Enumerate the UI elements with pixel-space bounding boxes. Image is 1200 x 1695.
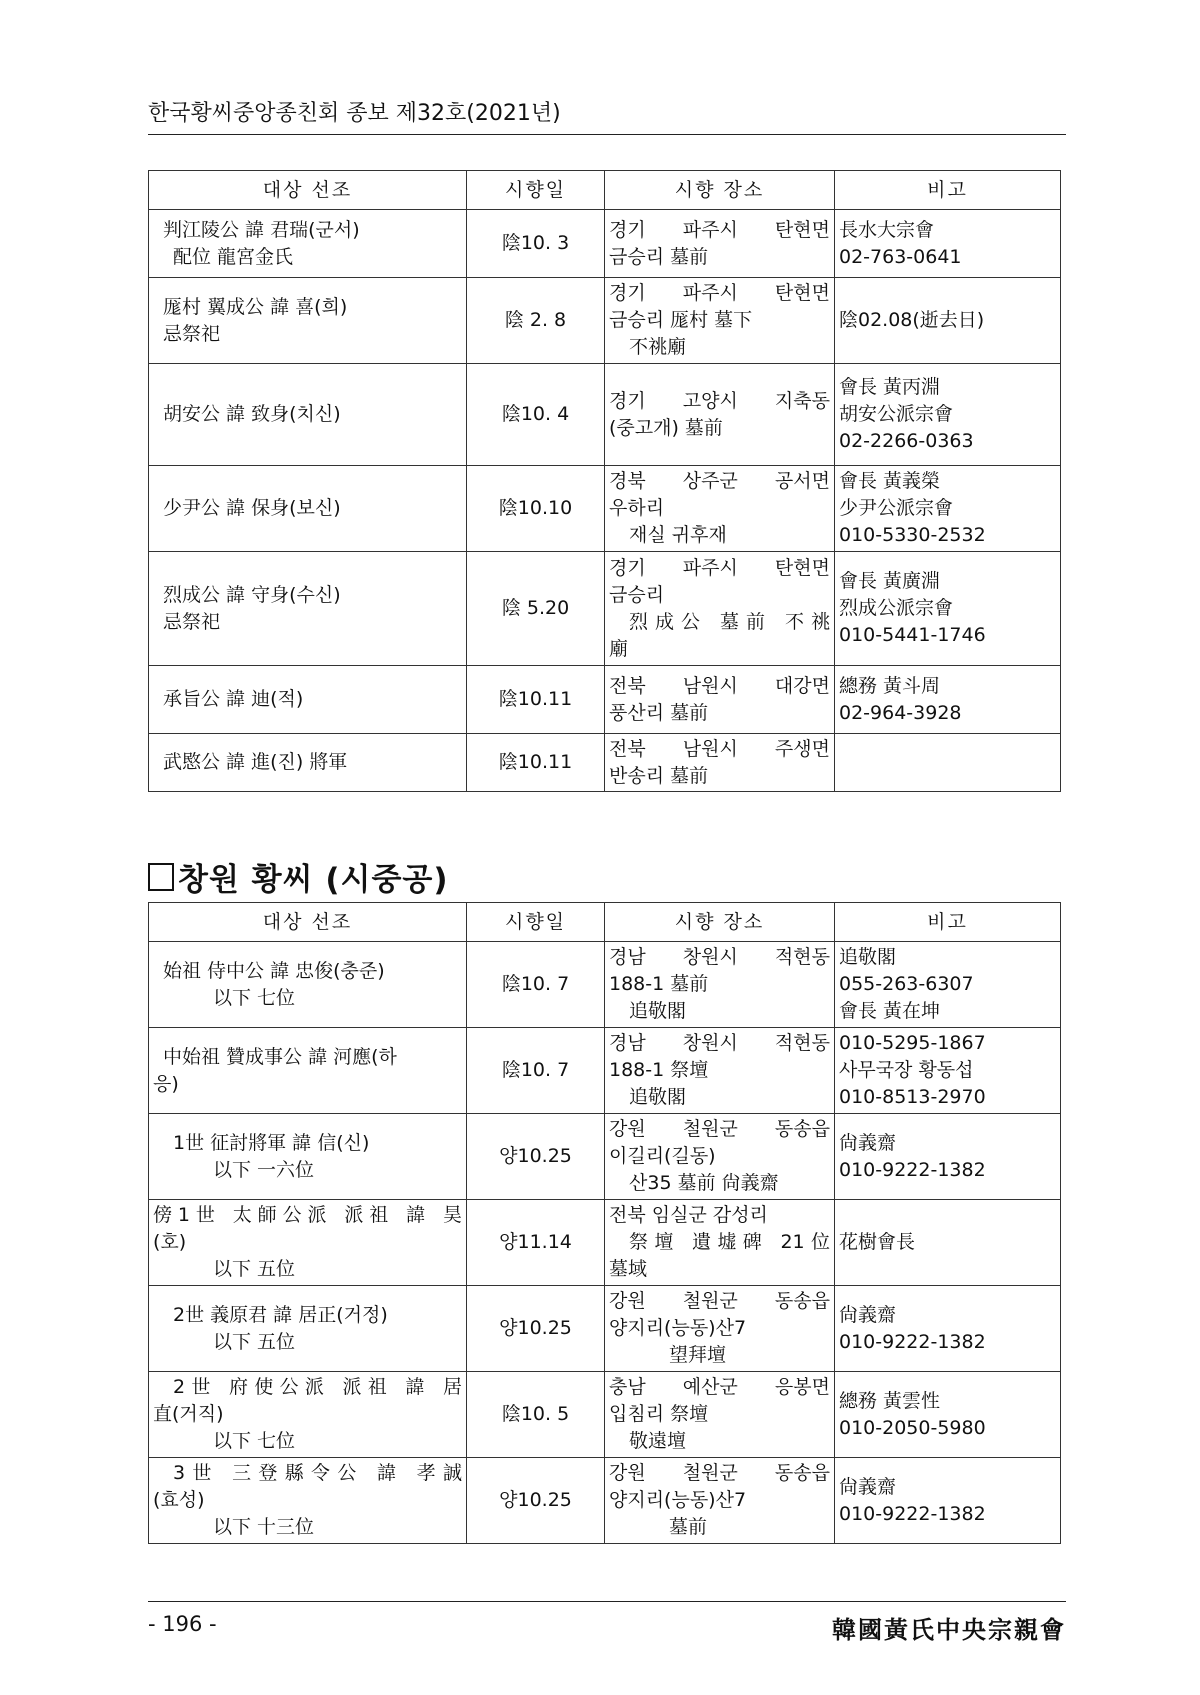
cell-target: 中始祖 贊成事公 諱 河應(하 응) bbox=[149, 1028, 467, 1114]
cell-place: 전북 남원시 주생면 반송리 墓前 bbox=[605, 734, 835, 792]
cell-place: 경북 상주군 공서면 우하리 재실 귀후재 bbox=[605, 466, 835, 552]
cell-place: 강원 철원군 동송읍 이길리(길동) 산35 墓前 尙義齋 bbox=[605, 1114, 835, 1200]
cell-note: 總務 黃雲性 010-2050-5980 bbox=[835, 1372, 1061, 1458]
cell-date: 양11.14 bbox=[467, 1200, 605, 1286]
table-row bbox=[149, 734, 1061, 792]
cell-date: 陰10. 7 bbox=[467, 1028, 605, 1114]
cell-note: 陰02.08(逝去日) bbox=[835, 278, 1061, 364]
table-row bbox=[149, 278, 1061, 364]
cell-note: 會長 黃義榮 少尹公派宗會 010-5330-2532 bbox=[835, 466, 1061, 552]
cell-place: 강원 철원군 동송읍 양지리(능동)산7 墓前 bbox=[605, 1458, 835, 1544]
cell-date: 陰10. 3 bbox=[467, 210, 605, 278]
page-header-title: 한국황씨중앙종친회 종보 제32호(2021년) bbox=[148, 101, 561, 126]
cell-note: 010-5295-1867 사무국장 황동섭 010-8513-2970 bbox=[835, 1028, 1061, 1114]
cell-target: 1世 征討將軍 諱 信(신) 以下 一六位 bbox=[149, 1114, 467, 1200]
cell-place: 경기 파주시 탄현면 금승리 厖村 墓下 不祧廟 bbox=[605, 278, 835, 364]
table-row bbox=[149, 666, 1061, 734]
cell-date: 陰10. 4 bbox=[467, 364, 605, 466]
cell-note: 尙義齋 010-9222-1382 bbox=[835, 1458, 1061, 1544]
cell-note: 尙義齋 010-9222-1382 bbox=[835, 1114, 1061, 1200]
cell-date: 陰10.11 bbox=[467, 666, 605, 734]
section-title: 창원 황씨 (시중공) bbox=[178, 862, 449, 898]
cell-date: 陰 2. 8 bbox=[467, 278, 605, 364]
cell-place: 경남 창원시 적현동 188-1 祭壇 追敬閣 bbox=[605, 1028, 835, 1114]
cell-place: 경기 파주시 탄현면 금승리 墓前 bbox=[605, 210, 835, 278]
cell-place: 전북 임실군 감성리 祭壇 遺墟碑 21位 墓域 bbox=[605, 1200, 835, 1286]
cell-place: 경기 고양시 지축동 (중고개) 墓前 bbox=[605, 364, 835, 466]
cell-place: 경기 파주시 탄현면 금승리 烈成公 墓前 不祧 廟 bbox=[605, 552, 835, 666]
table-row bbox=[149, 1372, 1061, 1458]
cell-place: 전북 남원시 대강면 풍산리 墓前 bbox=[605, 666, 835, 734]
cell-target: 少尹公 諱 保身(보신) bbox=[149, 466, 467, 552]
page-number: - 196 - bbox=[148, 1612, 217, 1636]
cell-target: 武愍公 諱 進(진) 將軍 bbox=[149, 734, 467, 792]
cell-target: 判江陵公 諱 君瑞(군서) 配位 龍宮金氏 bbox=[149, 210, 467, 278]
cell-place: 강원 철원군 동송읍 양지리(능동)산7 望拜壇 bbox=[605, 1286, 835, 1372]
cell-target: 承旨公 諱 迪(적) bbox=[149, 666, 467, 734]
table-row bbox=[149, 210, 1061, 278]
table-row bbox=[149, 1114, 1061, 1200]
cell-target: 3世 三登縣令公 諱 孝誠 (효성) 以下 十三位 bbox=[149, 1458, 467, 1544]
table-header-row bbox=[149, 171, 1061, 210]
cell-target: 胡安公 諱 致身(치신) bbox=[149, 364, 467, 466]
cell-place: 충남 예산군 응봉면 입침리 祭壇 敬遠壇 bbox=[605, 1372, 835, 1458]
cell-date: 陰10.10 bbox=[467, 466, 605, 552]
cell-note: 長水大宗會 02-763-0641 bbox=[835, 210, 1061, 278]
cell-note: 追敬閣 055-263-6307 會長 黃在坤 bbox=[835, 942, 1061, 1028]
ancestor-rites-table-2 bbox=[148, 902, 1061, 1544]
cell-target: 2世 義原君 諱 居正(거정) 以下 五位 bbox=[149, 1286, 467, 1372]
header-date: 시향일 bbox=[467, 171, 605, 210]
cell-date: 양10.25 bbox=[467, 1458, 605, 1544]
header-place: 시향 장소 bbox=[605, 171, 835, 210]
table-row bbox=[149, 364, 1061, 466]
cell-note: 花樹會長 bbox=[835, 1200, 1061, 1286]
cell-date: 陰 5.20 bbox=[467, 552, 605, 666]
table-row bbox=[149, 1286, 1061, 1372]
table-row bbox=[149, 942, 1061, 1028]
cell-target: 烈成公 諱 守身(수신) 忌祭祀 bbox=[149, 552, 467, 666]
cell-target: 傍1世 太師公派 派祖 諱 昊 (호) 以下 五位 bbox=[149, 1200, 467, 1286]
cell-place: 경남 창원시 적현동 188-1 墓前 追敬閣 bbox=[605, 942, 835, 1028]
header-divider bbox=[148, 134, 1066, 135]
cell-note: 尙義齋 010-9222-1382 bbox=[835, 1286, 1061, 1372]
footer-organization: 韓國黃氏中央宗親會 bbox=[832, 1615, 1066, 1644]
cell-note bbox=[835, 734, 1061, 792]
footer-divider bbox=[148, 1601, 1066, 1602]
section-heading bbox=[148, 854, 449, 899]
cell-note: 會長 黃丙淵 胡安公派宗會 02-2266-0363 bbox=[835, 364, 1061, 466]
cell-date: 陰10. 5 bbox=[467, 1372, 605, 1458]
cell-date: 양10.25 bbox=[467, 1114, 605, 1200]
cell-date: 陰10. 7 bbox=[467, 942, 605, 1028]
header-place: 시향 장소 bbox=[605, 903, 835, 942]
cell-target: 厖村 翼成公 諱 喜(희) 忌祭祀 bbox=[149, 278, 467, 364]
table-row bbox=[149, 466, 1061, 552]
header-date: 시향일 bbox=[467, 903, 605, 942]
cell-date: 陰10.11 bbox=[467, 734, 605, 792]
table-row bbox=[149, 1458, 1061, 1544]
header-note: 비고 bbox=[835, 171, 1061, 210]
header-target: 대상 선조 bbox=[149, 171, 467, 210]
cell-target: 2世 府使公派 派祖 諱 居 直(거직) 以下 七位 bbox=[149, 1372, 467, 1458]
table-row bbox=[149, 552, 1061, 666]
ancestor-rites-table-1 bbox=[148, 170, 1061, 792]
table-row bbox=[149, 1028, 1061, 1114]
cell-note: 會長 黃廣淵 烈成公派宗會 010-5441-1746 bbox=[835, 552, 1061, 666]
header-note: 비고 bbox=[835, 903, 1061, 942]
table-header-row bbox=[149, 903, 1061, 942]
cell-target: 始祖 侍中公 諱 忠俊(충준) 以下 七位 bbox=[149, 942, 467, 1028]
square-bullet-icon bbox=[148, 863, 174, 891]
cell-note: 總務 黃斗周 02-964-3928 bbox=[835, 666, 1061, 734]
table-row bbox=[149, 1200, 1061, 1286]
header-target: 대상 선조 bbox=[149, 903, 467, 942]
cell-date: 양10.25 bbox=[467, 1286, 605, 1372]
